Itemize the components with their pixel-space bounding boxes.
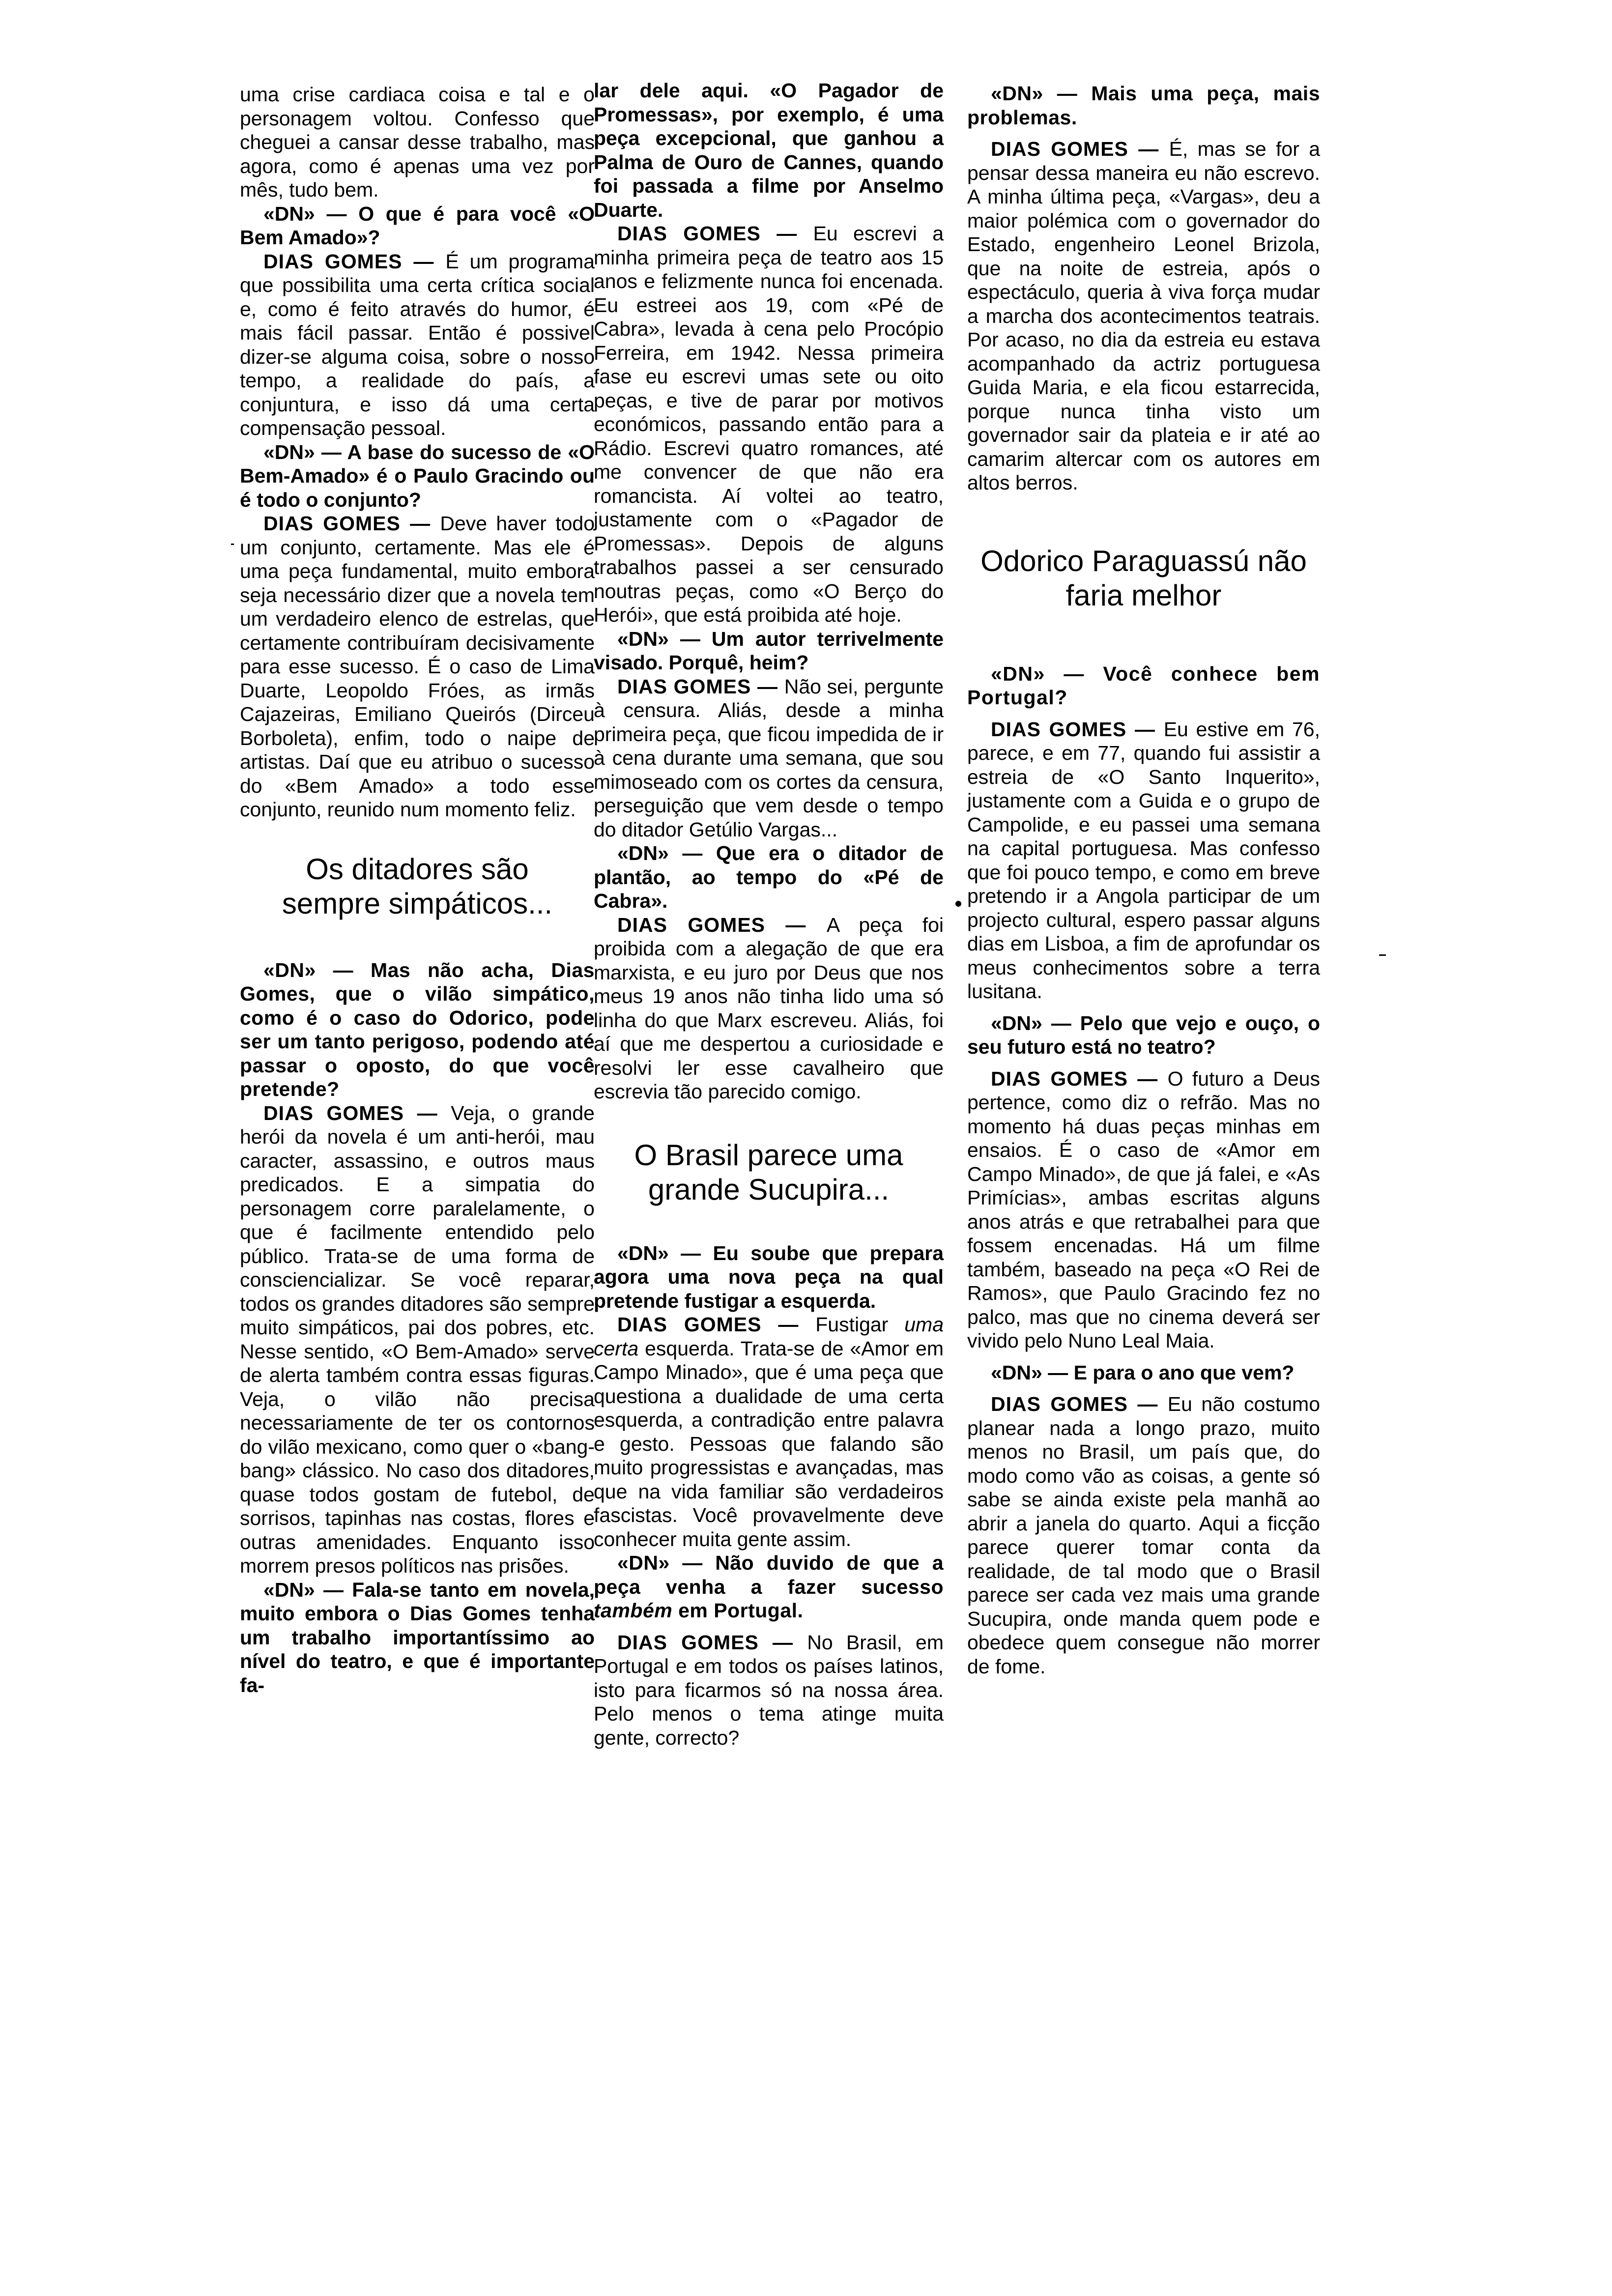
speaker-tag-dias-gomes: DIAS GOMES — (991, 1393, 1168, 1415)
answer-text: É um programa que possibilita uma certa crítica social e, como é feito através do humor, é mais fácil passar. Então é possivel dizer-se alguma coisa, sobre o nosso tempo, a realidade do país, a conjuntura, e isso dá uma certa compensação pessoal. (240, 250, 595, 439)
question-text: A base do sucesso de «O Bem-Amado» é o Paulo Gracindo ou é todo o conjunto? (240, 440, 595, 511)
question-text: Eu soube que prepara agora uma nova peça na qual pretende fustigar a esquerda. (594, 1241, 944, 1312)
answer-text: A peça foi proibida com a alegação de que era marxista, e eu juro por Deus que nos meus 19 anos não tinha lido uma só linha do que Marx escreveu. Aliás, foi aí que me despertou a curiosidade e resolvi ler esse cavalheiro que escrevia tão parecido comigo. (594, 913, 944, 1103)
interviewer-question (967, 662, 1320, 710)
speaker-tag-dias-gomes: DIAS GOMES — (991, 718, 1164, 741)
speaker-tag-dn: «DN» — (617, 1551, 716, 1574)
interviewee-answer (240, 512, 595, 822)
question-text: O que é para você «O Bem Amado»? (240, 202, 595, 249)
article-column-1 (240, 83, 595, 1697)
interviewee-answer (594, 675, 944, 842)
interviewer-question (594, 1551, 944, 1623)
question-text: E para o ano que vem? (1073, 1361, 1295, 1384)
question-text: Mas não acha, Dias Gomes, que o vilão simpático, como é o caso do Odorico, pode ser um tanto perigoso, podendo até passar o oposto, do que você pretende? (240, 958, 595, 1100)
speaker-tag-dn: «DN» — (617, 1241, 713, 1264)
interviewer-question (240, 1578, 595, 1697)
answer-text: É, mas se for a pensar dessa maneira eu não escrevo. A minha última peça, «Vargas», deu a maior polémica com o governador do Estado, engenheiro Leonel Brizola, que na noite de estreia, após o espectáculo, queria à viva força mudar a marcha dos acontecimentos teatrais. Por acaso, no dia da estreia eu estava acompanhado da actriz portuguesa Guida Maria, e ela ficou estarrecida, porque nunca tinha visto um governador sair da plateia e ir até ao camarim altercar com os autores em altos berros. (967, 138, 1320, 494)
speaker-tag-dn: «DN» — (991, 1361, 1074, 1384)
question-text: Um autor terrivelmente visado. Porquê, heim? (594, 627, 944, 674)
section-heading: Os ditadores são sempre simpáticos... (282, 852, 553, 920)
article-column-2 (594, 79, 944, 1750)
interviewer-question-continued: lar dele aqui. «O Pagador de Promessas», por exemplo, é uma peça excepcional, que ganhou a Palma de Ouro de Cannes, quando foi passada a filme por Anselmo Duarte. (594, 79, 944, 221)
answer-text: Veja, o grande herói da novela é um anti-herói, mau caracter, assassino, e outros maus predicados. E a simpatia do personagem corre paralelamente, o que é facilmente entendido pelo público. Trata-se de uma forma de consciencializar. Se você reparar, todos os grandes ditadores são sempre muito simpáticos, pai dos pobres, etc. Nesse sentido, «O Bem-Amado» serve de alerta também contra essas figuras. Veja, o vilão não precisa necessariamente de ter os contornos do vilão mexicano, como quer o «bang-bang» clássico. No caso dos ditadores, quase todos gostam de futebol, de sorrisos, tapinhas nas costas, flores e outras amenidades. Enquanto isso morrem presos políticos nas prisões. (240, 1101, 595, 1577)
question-text: Fala-se tanto em novela, muito embora o Dias Gomes tenha um trabalho importantíssimo ao nível do teatro, e que é importante fa- (240, 1578, 595, 1696)
answer-text: O futuro a Deus pertence, como diz o refrão. Mas no momento há duas peças minhas em ensaios. É o caso de «Amor em Campo Minado», de que já falei, e «As Primícias», ambas escritas alguns anos atrás e que retrabalhei para que fossem encenadas. Há um filme também, baseado na peça «O Rei de Ramos», que Paulo Gracindo fez no palco, mas que no cinema deverá ser vivido pelo Nuno Leal Maia. (967, 1067, 1320, 1352)
scan-speck (955, 901, 961, 907)
answer-text: esquerda. Trata-se de «Amor em Campo Minado», que é uma peça que questiona a dualidade de uma certa esquerda, a contradição entre palavra e gesto. Pessoas que falando são muito progressistas e avançadas, mas que na vida familiar são verdadeiros fascistas. Você provavelmente deve conhecer muita gente assim. (594, 1337, 944, 1550)
section-heading: Odorico Paraguassú não faria melhor (980, 544, 1307, 612)
question-text-end: em Portugal. (672, 1599, 804, 1622)
speaker-tag-dias-gomes: DIAS GOMES — (617, 1313, 816, 1336)
answer-text: Eu não costumo planear nada a longo prazo, muito menos no Brasil, um país que, do modo como vão as coisas, a gente só sabe se ainda existe pela manhã ao abrir a janela do quarto. Aqui a ficção parece querer tomar conta da realidade, de tal modo que o Brasil parece ser cada vez mais uma grande Sucupira, onde manda quem pode e obedece quem consegue não morrer de fome. (967, 1393, 1320, 1678)
speaker-tag-dn: «DN» — (263, 440, 347, 463)
interviewee-answer (967, 137, 1320, 495)
speaker-tag-dn: «DN» — (991, 1011, 1080, 1034)
interviewer-question (594, 841, 944, 913)
question-text: Pelo que vejo e ouço, o seu futuro está no teatro? (967, 1011, 1320, 1058)
interviewee-answer (967, 1067, 1320, 1353)
speaker-tag-dias-gomes: DIAS GOMES — (263, 250, 446, 273)
speaker-tag-dias-gomes: DIAS GOMES — (617, 222, 813, 245)
interviewee-answer (240, 1101, 595, 1578)
interviewer-question (967, 82, 1320, 129)
interviewer-question (967, 1011, 1320, 1059)
section-heading: O Brasil parece uma grande Sucupira... (634, 1138, 903, 1206)
interviewee-answer (967, 1392, 1320, 1678)
speaker-tag-dn: «DN» — (991, 82, 1092, 105)
scan-speck (231, 544, 234, 545)
question-emphasis: também (594, 1599, 673, 1622)
answer-text: No Brasil, em Portugal e em todos os países latinos, isto para ficarmos só na nossa área. Pelo menos o tema atinge muita gente, correcto? (594, 1631, 944, 1749)
speaker-tag-dias-gomes: DIAS GOMES — (263, 512, 440, 535)
answer-text: Não sei, pergunte à censura. Aliás, desde a minha primeira peça, que ficou impedida de ir à cena durante uma semana, que sou mimoseado com os cortes da censura, perseguição que vem desde o tempo do ditador Getúlio Vargas... (594, 675, 944, 841)
speaker-tag-dias-gomes: DIAS GOMES — (263, 1101, 451, 1124)
answer-emphasis: uma certa (594, 1313, 944, 1360)
interviewee-answer (594, 222, 944, 627)
scan-speck (1379, 954, 1386, 956)
interviewer-question (240, 202, 595, 250)
question-text: Não duvido de que a peça venha a fazer sucesso (594, 1551, 944, 1598)
speaker-tag-dias-gomes: DIAS GOMES — (617, 913, 827, 936)
speaker-tag-dias-gomes: DIAS GOMES — (617, 1631, 807, 1654)
speaker-tag-dn: «DN» — (263, 958, 371, 981)
speaker-tag-dias-gomes: DIAS GOMES — (617, 675, 784, 698)
interviewee-answer (240, 250, 595, 440)
speaker-tag-dn: «DN» — (991, 662, 1103, 685)
speaker-tag-dn: «DN» — (263, 202, 359, 225)
interviewer-question (594, 1241, 944, 1313)
speaker-tag-dn: «DN» — (617, 627, 712, 650)
question-text: Mais uma peça, mais problemas. (967, 82, 1320, 129)
interviewee-answer (594, 913, 944, 1104)
answer-text: Eu estive em 76, parece, e em 77, quando fui assistir a estreia de «O Santo Inquerito», justamente com a Guida e o grupo de Campolide, e eu passei uma semana na capital portuguesa. Mas confesso que foi pouco tempo, e como em breve pretendo ir a Angola participar de um projecto cultural, espero passar alguns dias em Lisboa, a fim de aprofundar os meus conhecimentos sobre a terra lusitana. (967, 718, 1320, 1003)
interviewer-question (967, 1361, 1320, 1385)
interviewer-question (594, 627, 944, 675)
interviewee-answer (594, 1313, 944, 1551)
interviewee-answer (967, 718, 1320, 1004)
answer-text: Deve haver todo um conjunto, certamente. Mas ele é uma peça fundamental, muito embora seja necessário dizer que a novela tem um verdadeiro elenco de estrelas, que certamente contribuíram decisivamente para esse sucesso. É o caso de Lima Duarte, Leopoldo Fróes, as irmãs Cajazeiras, Emiliano Queirós (Dirceu Borboleta), enfim, todo o naipe de artistas. Daí que eu atribuo o sucesso do «Bem Amado» a todo esse conjunto, reunido num momento feliz. (240, 512, 595, 821)
speaker-tag-dn: «DN» — (617, 842, 716, 864)
speaker-tag-dias-gomes: DIAS GOMES — (991, 138, 1169, 160)
interviewer-question (240, 958, 595, 1101)
answer-text: Eu escrevi a minha primeira peça de teatro aos 15 anos e felizmente nunca foi encenada. Eu estreei aos 19, com «Pé de Cabra», levada à cena pelo Procópio Ferreira, em 1942. Nessa primeira fase eu escrevi umas sete ou oito peças, e tive de parar por motivos económicos, passando então para a Rádio. Escrevi quatro romances, até me convencer de que não era romancista. Aí voltei ao teatro, justamente com o «Pagador de Promessas». Depois de alguns trabalhos passei a ser censurado noutras peças, como «O Berço do Herói», que está proibida até hoje. (594, 222, 944, 626)
paragraph: uma crise cardiaca coisa e tal e o personagem voltou. Confesso que cheguei a cansar desse trabalho, mas agora, como é apenas uma vez por mês, tudo bem. (240, 83, 595, 201)
speaker-tag-dn: «DN» — (263, 1578, 352, 1601)
question-text: Você conhece bem Portugal? (967, 662, 1320, 709)
question-text: Que era o ditador de plantão, ao tempo do «Pé de Cabra». (594, 842, 944, 912)
interviewee-answer (594, 1631, 944, 1750)
article-column-3 (967, 82, 1320, 1678)
answer-prefix: Fustigar (815, 1313, 905, 1336)
speaker-tag-dias-gomes: DIAS GOMES — (991, 1067, 1168, 1090)
interviewer-question (240, 440, 595, 512)
